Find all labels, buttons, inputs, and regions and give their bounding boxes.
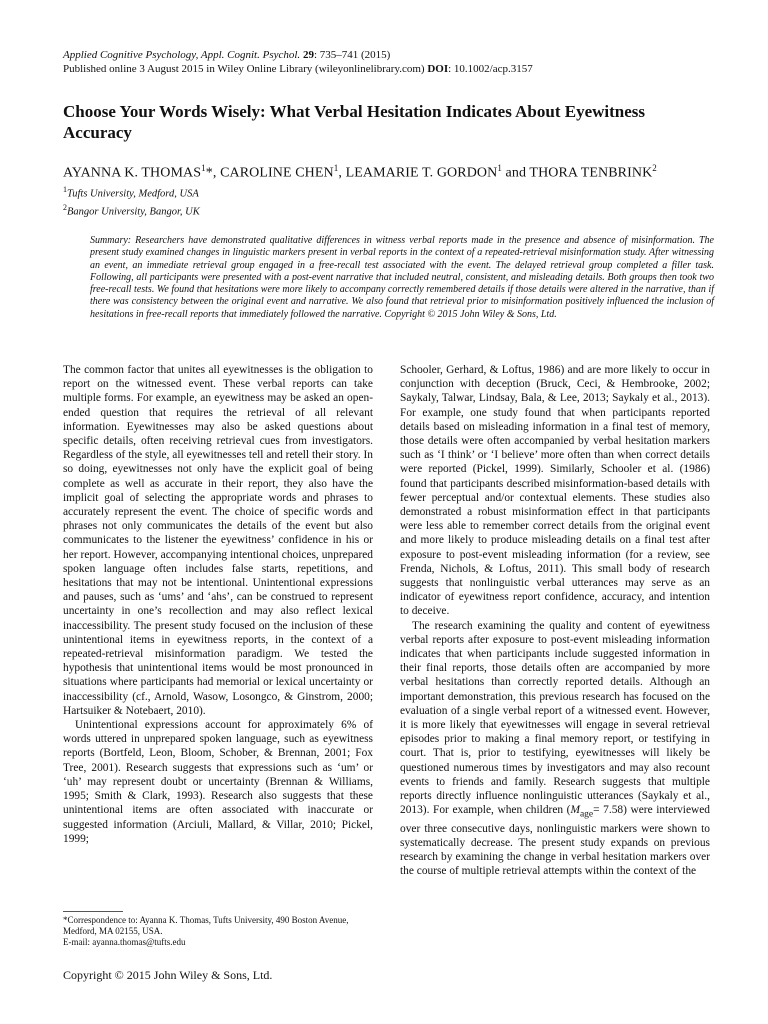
doi-value: : 10.1002/acp.3157 [448,63,533,75]
citation-line [63,48,713,62]
author-separator: , [338,165,346,181]
affiliation-text: Bangor University, Bangor, UK [67,206,200,217]
publication-line [63,62,713,76]
volume-number: 29 [302,49,314,61]
author-list [63,159,723,183]
author-affil-sup: 1 [333,163,339,173]
body-text: = 7.58) were interviewed over three consecutive days, nonlinguistic markers were shown to systematically decrease. The present study expands on previous research by examining the change in verbal hesitation markers over the course of multiple retrieval attempts within the context of the [400,804,711,878]
author-affil-sup: 1 [497,163,502,173]
body-paragraph: The common factor that unites all eyewitnesses is the obligation to report on the witnessed event. These verbal reports can take multiple forms. For example, an eyewitness may be asked an open-ended question that requires the retrieval of all relevant information. Eyewitnesses may also be asked questions about specific details, often receiving retrieval cues from investigators. Regardless of the style, all eyewitnesses tell and retell their story. In so doing, eyewitnesses not only have the explicit goal of being complete as well as accurate in their report, they also have the implicit goal of selecting the appropriate words and phrases to accurately represent the event. The choice of specific words and phrases not only communicates the details of the event but also communicates to the listener the eyewitness’ confidence in his or her report. However, accompanying intentional choices, unprepared spoken language often includes false starts, repetitions, and hesitations that may not be intentional. Unintentional expressions and pauses, such as ‘ums’ and ‘ahs’, can be construed to represent uncertainty in one’s recollection and may also reflect lexical inaccessibility. The present study focused on the inclusion of these unintentional items in eyewitness reports, in the context of a repeated-retrieval misinformation paradigm. We tested the hypothesis that unintentional items would be most pronounced in situations where participants had memorial or lexical uncertainty or inaccessibility (cf., Arnold, Wasow, Losongco, & Ginstrom, 2000; Hartsuiker & Notebaert, 2010). [63,364,373,717]
math-subscript: age [579,809,594,820]
correspondence-footnote [63,915,373,948]
math-variable: M [570,804,580,817]
author-name: THORA TENBRINK [529,165,653,181]
article-title: Choose Your Words Wisely: What Verbal Hesitation Indicates About Eyewitness Accuracy [63,102,646,142]
affiliation-text: Tufts University, Medford, USA [67,188,199,200]
journal-name: Applied Cognitive Psychology, Appl. Cognit. Psychol. [63,49,301,61]
author-affil-sup: 2 [652,163,657,173]
body-column-left [63,363,373,846]
abstract-summary: Summary: Researchers have demonstrated qualitative differences in witness verbal reports made in the presence and absence of misinformation. The present study examined changes in linguistic markers present in verbal reports in the context of a repeated-retrieval misinformation study. After witnessing an event, an immediate retrieval group engaged in a free-recall test associated with the event. The delayed retrieval group completed a filler task. Following, all participants were presented with a post-event narrative that included neutral, consistent, and misleading details. Both groups then took two free-recall tests. We found that hesitations were more likely to accompany correctly remembered details if those details were altered in the narrative, than if there was consistency between the original event and narrative. We also found that retrieval prior to misinformation positively influenced the inclusion of hesitations in free-recall reports that immediately followed the narrative. Copyright © 2015 John Wiley & Sons, Ltd. [90,235,714,320]
correspondence-address: *Correspondence to: Ayanna K. Thomas, Tufts University, 490 Boston Avenue, Medford, MA 02155, USA. [63,915,349,936]
affiliation-line [63,201,713,219]
correspondence-email: E-mail: ayanna.thomas@tufts.edu [63,937,186,947]
author-name: LEAMARIE T. GORDON [345,165,498,181]
body-column-right [400,363,710,879]
body-paragraph: Unintentional expressions account for approximately 6% of words uttered in unprepared spoken language, such as eyewitness reports (Bortfeld, Leon, Bloom, Schober, & Brennan, 2001; Fox Tree, 2001). Research suggests that expressions such as ‘um’ or ‘uh’ may represent doubt or uncertainty (Brennan & Williams, 1995; Smith & Clark, 1993). Research also suggests that these unintentional items are often associated with inaccurate or suggested information (Arciuli, Mallard, & Villar, 2010; Pickel, 1999; [63,719,373,845]
affiliation-line [63,183,713,201]
author-separator: and [501,165,530,181]
author-affil-sup: 1 [201,163,206,173]
body-text: The research examining the quality and content of eyewitness verbal reports after exposure to post-event misleading information indicates that when participants include suggested information in their final reports, those details often are accompanied by more verbal hesitations than correctly reported details. Although an important demonstration, this previous research has focused on the evaluation of a single verbal report of a witnessed event. However, it is more likely that eyewitnesses will engage in several retrieval episodes prior to making a final memory report, or testifying in court. That is, prior to testifying, eyewitnesses will likely be questioned numerous times by investigators and may also recount events to friends and family. Research suggests that multiple reports directly influence nonlinguistic utterances (Saykaly et al., 2013). For example, when children ( [400,619,710,817]
journal-header [63,48,713,76]
author-name: CAROLINE CHEN [220,165,334,181]
author-name: AYANNA K. THOMAS [63,165,202,181]
published-online: Published online 3 August 2015 in Wiley Online Library (wileyonlinelibrary.com) [63,63,425,75]
footnote-divider [63,911,123,912]
affiliation-sup: 2 [63,202,67,212]
body-paragraph [400,619,710,879]
affiliations [63,183,713,218]
page-range: : 735–741 (2015) [313,49,391,61]
page-copyright: Copyright © 2015 John Wiley & Sons, Ltd. [63,968,273,982]
doi-label: DOI [427,63,449,75]
body-paragraph: Schooler, Gerhard, & Loftus, 1986) and are more likely to occur in conjunction with deception (Bruck, Ceci, & Hembrooke, 2002; Saykaly, Talwar, Lindsay, Bala, & Lee, 2013; Saykaly et al., 2013). For example, one study found that when participants reported details based on misleading information in a final test of memory, those details were often accompanied by verbal hesitation markers such as ‘I think’ or ‘I believe’ more often than when correct details were reported (Pickel, 1999). Similarly, Schooler et al. (1986) found that participants described misinformation-based details with fewer perceptual and/or contextual elements. These studies also demonstrated a robust misinformation effect in that participants were less able to remember correct details from the original event and more likely to produce misleading details on a final test after exposure to post-event misleading information (for a review, see Frenda, Nichols, & Loftus, 2011). This small body of research suggests that nonlinguistic verbal utterances may serve as an indicator of eyewitness report confidence, accuracy, and intention to deceive. [400,364,710,618]
affiliation-sup: 1 [63,185,67,194]
author-separator: *, [205,165,221,181]
